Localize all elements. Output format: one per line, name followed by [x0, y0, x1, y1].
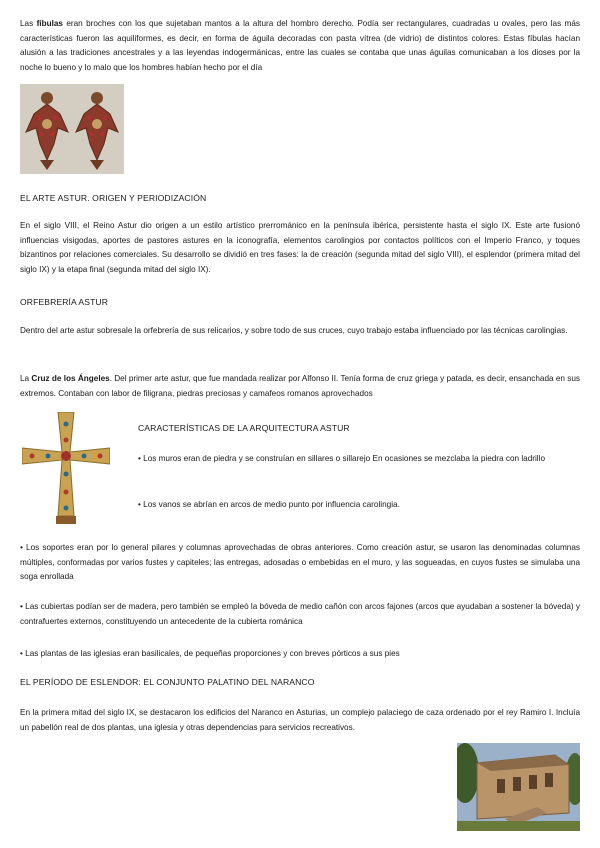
santa-maria-del-naranco-illustration	[457, 743, 580, 831]
naranco-image	[457, 743, 580, 831]
intro-paragraph: Las fíbulas eran broches con los que sujetaban mantos a la altura del hombro derecho. Podía ser rectangulares, cuadradas u ovales, pero las más características fueron las aquiliformes, es decir, en forma de águila decoradas con pasta vítrea (de vidrio) de distintos colores. Estas fíbulas hacían alusión a las tradiciones ancestrales y a las leyendas indogermánicas, entre las cuales se contaba que unas águilas comunicaban a los dioses por la noche lo bueno y lo malo que los hombres habían hecho por el día	[20, 19, 580, 72]
bullet-cubiertas: • Las cubiertas podían ser de madera, pero también se empleó la bóveda de medio cañón con arcos fajones (arcos que ayudaban a sostener la bóveda) y contrafuertes externos, constituyendo un antecedente de la cubierta románica	[20, 602, 580, 626]
bullet-muros: • Los muros eran de piedra y se construían en sillares o sillarejo En ocasiones se mezclaba la piedra con ladrillo	[138, 454, 545, 463]
section-body-naranco: En la primera mitad del siglo IX, se destacaron los edificios del Naranco en Asturias, un complejo palaciego de caza ordenado por el rey Ramiro I. Incluía un pabellón real de dos plantas, una iglesia y otras dependencias para servicios recreativos.	[20, 708, 580, 732]
cruz-de-los-angeles-illustration	[22, 412, 110, 524]
section-body-arte-astur: En el siglo VIII, el Reino Astur dio origen a un estilo artístico prerrománico en la península ibérica, persistente hasta el siglo IX. Este arte fusionó influencias visigodas, aportes de pastores astures en la iconografía, elementos carolingios por contactos políticos con el Imperio Franco, y toques bizantinos por relaciones comerciales. Su desarrollo se dividió en tres fases: la de creación (segunda mitad del siglo VIII), el esplendor (primera mitad del siglo IX) y la etapa final (segunda mitad del siglo IX).	[20, 221, 580, 274]
fibulas-image	[20, 84, 124, 174]
cruz-bold-term: Cruz de los Ángeles	[31, 374, 110, 383]
cruz-paragraph: La Cruz de los Ángeles. Del primer arte astur, que fue mandada realizar por Alfonso II. Tenía forma de cruz griega y patada, es decir, ensanchada en sus extremos. Contaban con labor de filigrana, piedras preciosas y camafeos romanos aprovechados	[20, 374, 580, 398]
section-title-arquitectura: CARACTERÍSTICAS DE LA ARQUITECTURA ASTUR	[138, 423, 350, 433]
section-title-naranco: EL PERÍODO DE ESLENDOR: EL CONJUNTO PALATINO DEL NARANCO	[20, 677, 315, 687]
bullet-vanos: • Los vanos se abrían en arcos de medio punto por influencia carolingia.	[138, 500, 400, 509]
intro-bold-term: fíbulas	[36, 19, 63, 28]
bullet-soportes: • Los soportes eran por lo general pilares y columnas aprovechadas de obras anteriores. Como creación astur, se usaron las denominadas columnas múltiples, conformadas por varios fustes y capiteles; las entregas, adosadas o embebidas en el muro, y las sogueadas, en cuyos fustes se simulaba una soga enrollada	[20, 543, 580, 582]
eagle-fibulas-illustration	[20, 84, 124, 174]
cross-image	[22, 412, 110, 524]
bullet-plantas: • Las plantas de las iglesias eran basilicales, de pequeñas proporciones y con breves pórticos a sus pies	[20, 649, 400, 658]
section-title-orfebreria: ORFEBRERÍA ASTUR	[20, 297, 109, 307]
section-body-orfebreria: Dentro del arte astur sobresale la orfebrería de sus relicarios, y sobre todo de sus cruces, cuyo trabajo estaba influenciado por las técnicas carolingias.	[20, 326, 568, 335]
section-title-arte-astur: EL ARTE ASTUR. ORIGEN Y PERIODIZACIÓN	[20, 193, 207, 203]
